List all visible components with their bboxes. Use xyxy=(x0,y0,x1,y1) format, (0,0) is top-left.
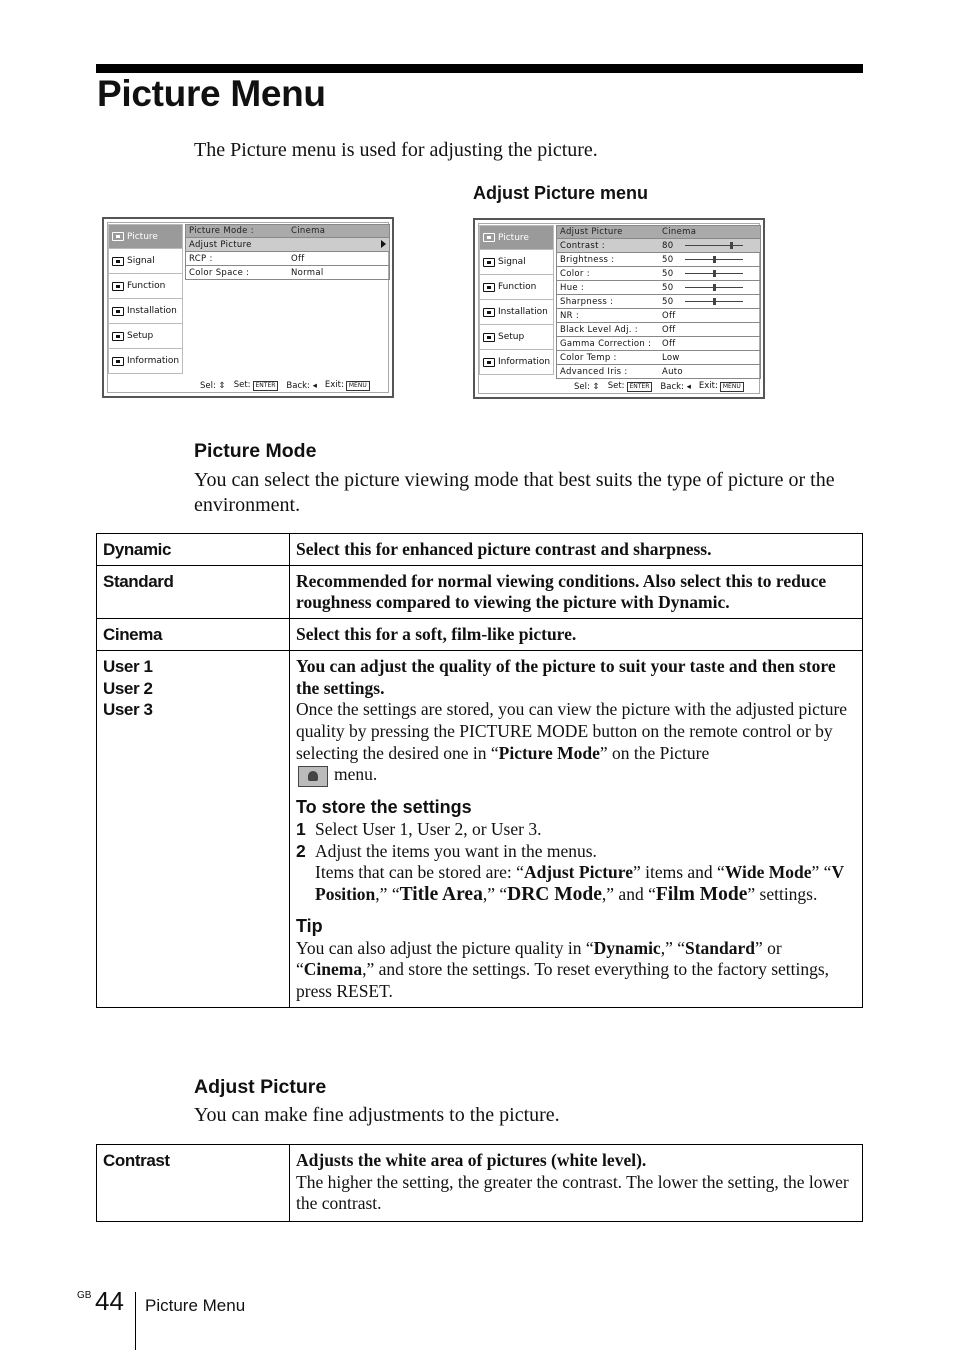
page-title: Picture Menu xyxy=(97,73,326,114)
osd-row: Gamma Correction : Off xyxy=(556,337,761,351)
function-icon xyxy=(483,283,495,292)
picture-icon xyxy=(112,232,124,241)
signal-icon xyxy=(483,258,495,267)
region-code: GB xyxy=(77,1290,92,1301)
installation-icon xyxy=(483,308,495,317)
osd-sidebar xyxy=(479,225,554,375)
mode-description: Select this for enhanced picture contrast and sharpness. xyxy=(290,534,863,566)
osd-row: Color Space : Normal xyxy=(185,266,390,280)
store-settings-heading: To store the settings xyxy=(296,796,472,817)
setup-icon xyxy=(112,332,124,341)
mode-description xyxy=(290,650,863,1007)
osd-tab-signal: Signal xyxy=(108,249,183,274)
osd-tab-information: Information xyxy=(108,349,183,374)
storable-items: Items that can be stored are: “Adjust Picture” items and “Wide Mode” “V Position,” “Title Area,” “DRC Mode,” and “Film Mode” settings. xyxy=(315,862,844,905)
picture-mode-heading: Picture Mode xyxy=(194,440,317,462)
osd-row: Picture Mode : Cinema xyxy=(185,224,390,238)
page-number: 44 xyxy=(95,1286,124,1316)
osd-tab-picture: Picture xyxy=(108,224,183,249)
osd-row: RCP : Off xyxy=(185,252,390,266)
adjust-picture-heading: Adjust Picture xyxy=(194,1076,327,1098)
step-1: 1 Select User 1, User 2, or User 3. xyxy=(296,818,542,839)
title-rule xyxy=(96,64,863,73)
osd-tab-setup: Setup xyxy=(108,324,183,349)
information-icon xyxy=(112,357,124,366)
table-row xyxy=(97,565,863,618)
user-paragraph: Once the settings are stored, you can view the picture with the adjusted picture quality by pressing the PICTURE MODE button on the remote control or by selecting the desired one in “Picture Mode” on the Picture menu. xyxy=(296,699,856,787)
mode-name: Cinema xyxy=(97,619,290,651)
osd-tab-function: Function xyxy=(108,274,183,299)
information-icon xyxy=(483,358,495,367)
mode-name: Standard xyxy=(97,565,290,618)
osd-row: Adjust Picture Cinema xyxy=(556,225,761,239)
installation-icon xyxy=(112,307,124,316)
picture-icon xyxy=(483,233,495,242)
osd-row: Advanced Iris : Auto xyxy=(556,365,761,379)
osd-tab-installation: Installation xyxy=(479,300,554,325)
osd-tab-installation: Installation xyxy=(108,299,183,324)
table-row xyxy=(97,650,863,1007)
osd-adjust-picture-menu xyxy=(473,218,765,399)
intro-text: The Picture menu is used for adjusting the picture. xyxy=(194,139,598,161)
osd-row: Color : 50 xyxy=(556,267,761,281)
level-slider xyxy=(685,259,743,260)
footer-divider xyxy=(135,1292,136,1350)
mode-description: Recommended for normal viewing conditions. Also select this to reduce roughness compared to viewing the picture with Dynamic. xyxy=(290,565,863,618)
osd-row: Hue : 50 xyxy=(556,281,761,295)
osd-row: Sharpness : 50 xyxy=(556,295,761,309)
mode-name: Dynamic xyxy=(97,534,290,566)
setup-icon xyxy=(483,333,495,342)
adjust-picture-table xyxy=(96,1144,863,1222)
tip-heading: Tip xyxy=(296,915,323,936)
osd-picture-menu xyxy=(102,217,394,398)
osd-footer: Sel: ⇕ Set: ENTER Back: ◂ Exit: MENU xyxy=(200,380,370,391)
osd-tab-setup: Setup xyxy=(479,325,554,350)
table-row xyxy=(97,534,863,566)
osd-footer: Sel: ⇕ Set: ENTER Back: ◂ Exit: MENU xyxy=(574,381,744,392)
mode-description: Select this for a soft, film-like picture. xyxy=(290,619,863,651)
user-lead: You can adjust the quality of the picture to suit your taste and then store the settings. xyxy=(296,655,836,698)
osd-row: Brightness : 50 xyxy=(556,253,761,267)
osd-row: Contrast : 80 xyxy=(556,239,761,253)
osd-tab-function: Function xyxy=(479,275,554,300)
adjust-picture-body: You can make fine adjustments to the picture. xyxy=(194,1104,560,1126)
function-icon xyxy=(112,282,124,291)
osd-tab-information: Information xyxy=(479,350,554,375)
figure-caption: Adjust Picture menu xyxy=(473,183,649,203)
picture-mode-body: You can select the picture viewing mode that best suits the type of picture or the environment. xyxy=(194,469,835,516)
step-2: 2 Adjust the items you want in the menus. Items that can be stored are: “Adjust Picture” items and “Wide Mode” “V Position,” “Title Area,” “DRC Mode,” and “Film Mode” settings. xyxy=(296,840,844,905)
table-row xyxy=(97,619,863,651)
setting-name: Contrast xyxy=(97,1145,290,1222)
picture-menu-icon xyxy=(298,766,328,787)
level-slider xyxy=(685,287,743,288)
level-slider xyxy=(685,273,743,274)
osd-tab-signal: Signal xyxy=(479,250,554,275)
setting-description: Adjusts the white area of pictures (white level). The higher the setting, the greater the contrast. The lower the setting, the lower the contrast. xyxy=(290,1145,863,1222)
osd-row: Black Level Adj. : Off xyxy=(556,323,761,337)
level-slider xyxy=(685,301,743,302)
mode-name: User 1 User 2 User 3 xyxy=(97,650,290,1007)
osd-sidebar xyxy=(108,224,183,374)
arrow-right-icon xyxy=(381,240,386,248)
table-row xyxy=(97,1145,863,1222)
osd-tab-picture: Picture xyxy=(479,225,554,250)
tip-text: You can also adjust the picture quality in “Dynamic,” “Standard” or “Cinema,” and store the settings. To reset everything to the factory settings, press RESET. xyxy=(296,937,830,1002)
osd-row: NR : Off xyxy=(556,309,761,323)
signal-icon xyxy=(112,257,124,266)
level-slider xyxy=(685,245,743,246)
osd-rows xyxy=(556,225,761,379)
footer-section: Picture Menu xyxy=(145,1296,246,1315)
osd-row: Color Temp : Low xyxy=(556,351,761,365)
osd-rows xyxy=(185,224,390,280)
picture-mode-table xyxy=(96,533,863,1008)
osd-row: Adjust Picture xyxy=(185,238,390,252)
